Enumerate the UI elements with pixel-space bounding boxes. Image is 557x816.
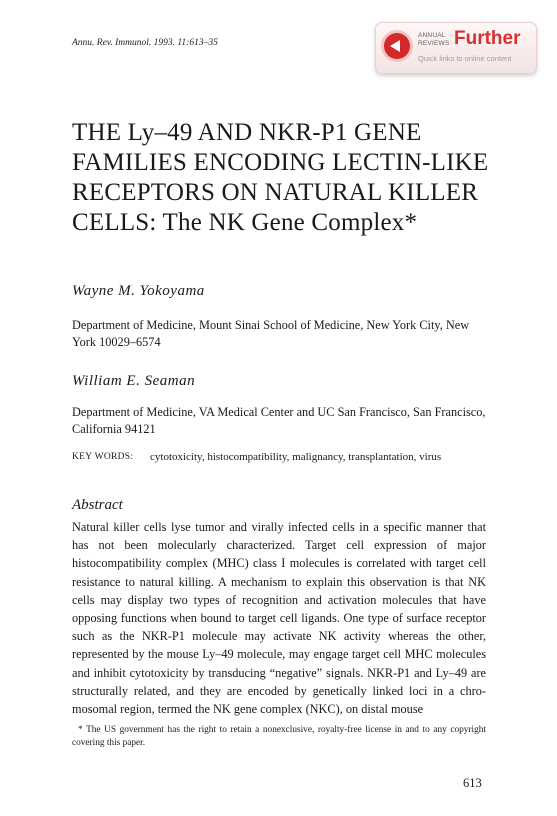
abstract-heading: Abstract [72,497,123,513]
footnote: * The US government has the right to retain a nonexclusive, royalty-free license in and to any copyright covering this paper. [72,725,486,748]
page-number: 613 [463,776,482,790]
article-title: THE Ly–49 AND NKR-P1 GENE FAMILIES ENCODING LECTIN-LIKE RECEPTORS ON NATURAL KILLER CELLS: The NK Gene Complex* [72,119,489,236]
author-affiliation-2: Department of Medicine, VA Medical Center and UC San Francisco, San Francisco, California 94121 [72,405,486,436]
journal-citation: Annu. Rev. Immunol. 1993. 11:613–35 [72,38,218,48]
author-name-2: William E. Seaman [72,373,196,389]
author-affiliation-1: Department of Medicine, Mount Sinai School of Medicine, New York City, New York 10029–6574 [72,318,470,349]
further-label: Further [454,28,521,49]
further-reviews-badge[interactable] [375,22,537,74]
annual-reviews-label: ANNUAL REVIEWS [418,32,450,47]
keywords-text: cytotoxicity, histocompatibility, malignancy, transplantation, virus [150,451,442,463]
arrow-left-icon [384,33,410,59]
abstract-body: Natural killer cells lyse tumor and virally infected cells in a specific manner that has not been molecularly characterized. Target cell expression of major histocompatibility complex (MHC) class I molecules is correlated with target cell resistance to natural killing. A mechanism to explain this observation is that NK cells may display two types of recognition and activation molecules that have opposing functions when bound to target cell ligands. One type of surface receptor such as the NKR-P1 molecule may activate NK activity whereas the other, represented by the mouse Ly–49 molecule, may engage target cell MHC molecules and inhibit cytotoxicity by transducing “negative” signals. NKR-P1 and Ly–49 are structurally related, and they are encoded by genetically linked loci in a chromosomal region, termed the NK gene complex (NKC), on distal mouse [72,520,486,717]
keywords-label: KEY WORDS: [72,452,134,462]
author-name-1: Wayne M. Yokoyama [72,283,205,299]
quick-links-label: Quick links to online content [418,54,512,63]
